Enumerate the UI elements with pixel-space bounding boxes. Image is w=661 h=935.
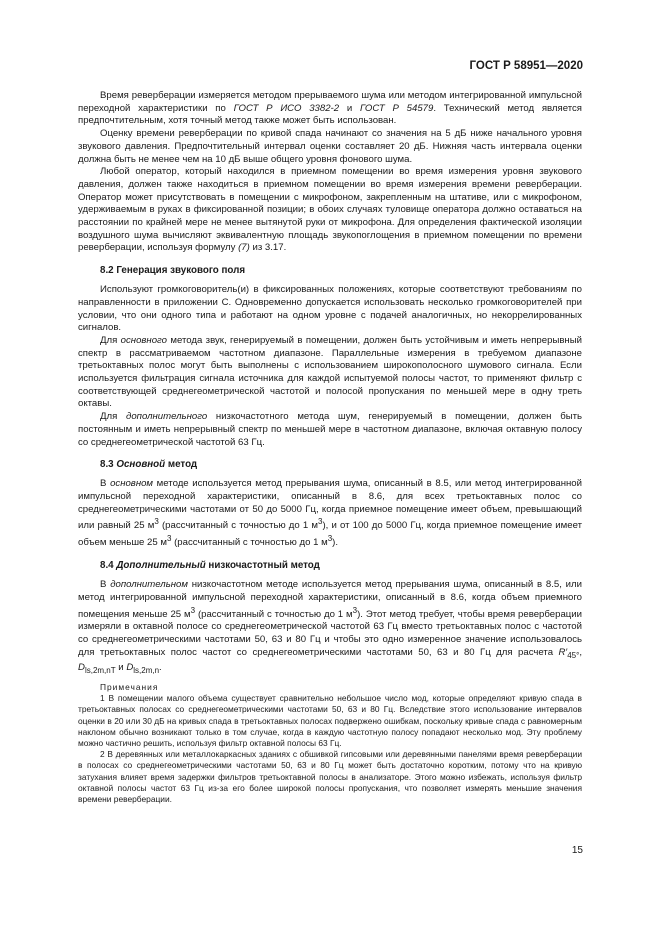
paragraph-evaluation-range: Оценку времени реверберации по кривой спада начинают со значения на 5 дБ ниже начального уровня звукового давления. Предпочтительный интервал оценки составляет 20 дБ. Нижняя часть интервала оценки должна быть не менее чем на 10 дБ выше общего уровня фонового шума. [78,128,582,165]
notes-heading: Примечания [100,682,159,693]
paragraph-main-method-sound: Для основного метода звук, генерируемый в помещении, должен быть устойчивым и иметь непрерывный спектр в рассматриваемом частотном диапазоне. Параллельные измерения в требуемом диапазоне третьоктавных полос могут быть выполнены с использованием широкополосного шумового сигнала. Если используется фильтрация сигнала источника для каждой испытуемой полосы частот, то применяют фильтр с соответствующей среднегеометрической частотой и полосой пропускания по меньшей мере в одну треть октавы. [78,334,582,410]
page-content [78,90,582,805]
page-number: 15 [571,845,583,856]
paragraph-additional-method-sound: Для дополнительного низкочастотного метода шум, генерируемый в помещении, должен быть постоянным и иметь непрерывный спектр по меньшей мере в частотном диапазоне, включая октавную полосу со среднегеометрической частотой 63 Гц. [78,411,582,448]
symbol-d-nt: D [78,662,85,674]
paragraph-reverb-methods: Время реверберации измеряется методом прерываемого шума или методом интегрированной импульсной переходной характеристики по ГОСТ Р ИСО 3382-2 и ГОСТ Р 54579. Технический метод является предпочтительным, хотя точный метод также может быть использован. [78,90,582,127]
section-heading-8-2: 8.2 Генерация звукового поля [100,265,246,277]
symbol-d-n: D [126,662,134,674]
section-heading-8-3: 8.3 Основной метод [100,459,198,471]
paragraph-loudspeakers: Используют громкоговоритель(и) в фиксированных положениях, которые соответствуют требованиям по направленности в приложении С. Одновременно допускается использовать несколько громкоговорителей при условии, что они одного типа и работают на одном уровне с подачей аналогичных, но некоррелированных сигналов. [78,284,582,334]
paragraph-operator: Любой оператор, который находился в приемном помещении во время измерения уровня звукового давления, должен также находиться в приемном помещении во время измерения времени реверберации. Оператор может присутствовать в помещении с микрофоном, закрепленным на штативе, или с микрофоном, удерживаемым в руках в фиксированной позиции; в обоих случаях туловище оператора должно оставаться на расстоянии по крайней мере не менее вытянутой руки от микрофона. Для определения фактической изоляции воздушного шума вычисляют эквивалентную площадь звукопоглощения в приемном помещении по времени реверберации, используя формулу (7) из 3.17. [78,166,582,254]
standard-ref: ГОСТ Р 54579 [359,102,434,114]
standard-ref: ГОСТ Р ИСО 3382-2 [233,102,340,114]
note-2: 2 В деревянных или металлокаркасных зданиях с обшивкой гипсовыми или деревянными панелями время реверберации в полосах со среднегеометрическими частотами 50, 63 и 80 Гц может быть достаточно коротким, потому что на кривую затухания влияет время задержки фильтров третьоктавной полосы в анализаторе. Этого можно избежать, используя фильтр октавной полосы частот 63 Гц из-за его более широкой полосы пропускания, что позволяет измерять меньшие значения времени реверберации. [78,749,582,804]
formula-ref: (7) [238,242,250,254]
document-id: ГОСТ Р 58951—2020 [469,60,583,72]
paragraph-main-method: В основном методе используется метод прерывания шума, описанный в 8.5, или метод интегрированной импульсной переходной характеристики, описанный в 8.6, для всех третьоктавных полос со среднегеометрическими частотами от 50 до 5000 Гц, когда приемное помещение имеет объем, превышающий или равный 25 $м^3$ (рассчитанный с точностью до 1 $м^3$), и от 100 до 5000 Гц, когда приемное помещение имеет объем меньше 25 $м^3$ (рассчитанный с точностью до 1 $м^3$). [78,478,583,549]
section-heading-8-4: 8.4 Дополнительный низкочастотный метод [100,560,320,572]
note-1: 1 В помещении малого объема существует сравнительно небольшое число мод, которые определяют кривую спада в третьоктавных полосах со среднегеометрическими частотами 50, 63 и 80 Гц. Вследствие этого использование интервалов оценки в 20 или 30 дБ на кривых спада в третьоктавных полосах подвержено ошибкам, поскольку кривые спада с равномерным наклоном обычно возникают только в том случае, когда в каждую частотную полосу попадают несколько мод. Эту проблему можно частично решить, используя фильтр октавной полосы 63 Гц. [78,693,582,748]
paragraph-additional-method: В дополнительном низкочастотном методе используется метод прерывания шума, описанный в 8.5, или метод интегрированной импульсной переходной характеристики, описанный в 8.6, когда объем приемного помещения меньше 25 $м^3$ (рассчитанный с точностью до 1 $м^3$). Этот метод требует, чтобы время реверберации измеряли в октавной полосе со среднегеометрической частотой 63 Гц вместо третьоктавных полос с частотой со среднегеометрическими частотами 50, 63 и 80 Гц и чтобы это одно измеренное значение использовалось для третьоктавных полос частот со среднегеометрическими частотами 50, 63 и 80 Гц для расчета $R'_{45^\circ}$, $D_{ls,2m,nT}$ и $D_{ls,2m,n}$. [78,579,582,676]
symbol-r45: R′ [558,646,568,658]
